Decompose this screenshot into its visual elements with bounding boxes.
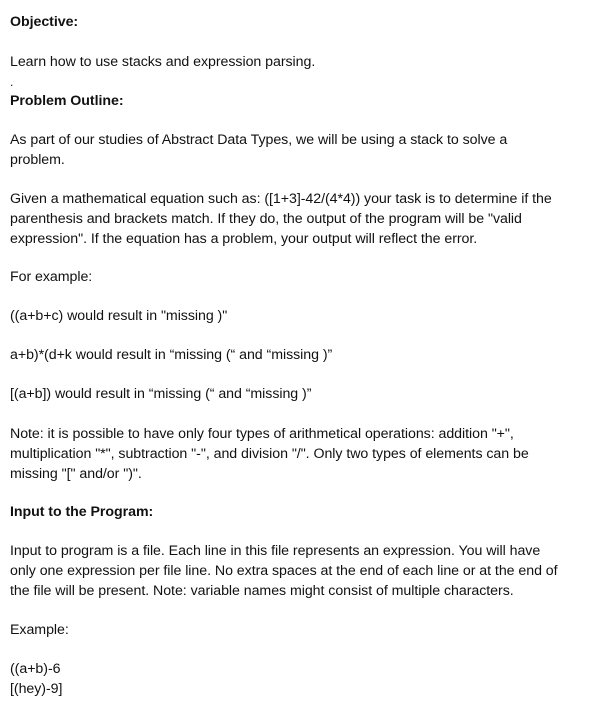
example-line-3: [(a+b]) would result in “missing (“ and “missing )” — [10, 386, 312, 402]
input-paragraph-line-1: Input to program is a file. Each line in this file represents an expression. You will have — [10, 543, 541, 559]
note-line-3: missing "[" and/or ")". — [10, 466, 142, 482]
example-line-1: ((a+b+c) would result in "missing )" — [10, 308, 228, 324]
problem-outline-heading: Problem Outline: — [10, 93, 124, 109]
objective-text: Learn how to use stacks and expression parsing. — [10, 54, 316, 70]
input-paragraph-line-3: the file will be present. Note: variable names might consist of multiple characters. — [10, 583, 514, 599]
note-line-2: multiplication "*", subtraction "-", and division "/". Only two types of elements can be — [10, 446, 529, 462]
input-example-line-2: [(hey)-9] — [10, 681, 63, 697]
outline-paragraph-2-line-2: parenthesis and brackets match. If they do, the output of the program will be "valid — [10, 211, 522, 227]
outline-paragraph-2-line-1: Given a mathematical equation such as: ([1+3]-42/(4*4)) your task is to determine if the — [10, 191, 552, 207]
outline-paragraph-2-line-3: expression". If the equation has a problem, your output will reflect the error. — [10, 231, 478, 247]
input-paragraph-line-2: only one expression per file line. No extra spaces at the end of each line or at the end of — [10, 563, 558, 579]
example-line-2: a+b)*(d+k would result in “missing (“ and “missing )” — [10, 347, 333, 363]
outline-paragraph-1-line-1: As part of our studies of Abstract Data Types, we will be using a stack to solve a — [10, 132, 508, 148]
input-section-heading: Input to the Program: — [10, 504, 154, 520]
separator-dot: . — [10, 75, 14, 89]
note-line-1: Note: it is possible to have only four types of arithmetical operations: addition "+", — [10, 426, 514, 442]
input-example-line-1: ((a+b)-6 — [10, 661, 61, 677]
outline-paragraph-1-line-2: problem. — [10, 152, 65, 168]
for-example-label: For example: — [10, 269, 93, 285]
input-example-label: Example: — [10, 622, 69, 638]
objective-heading: Objective: — [10, 14, 79, 30]
